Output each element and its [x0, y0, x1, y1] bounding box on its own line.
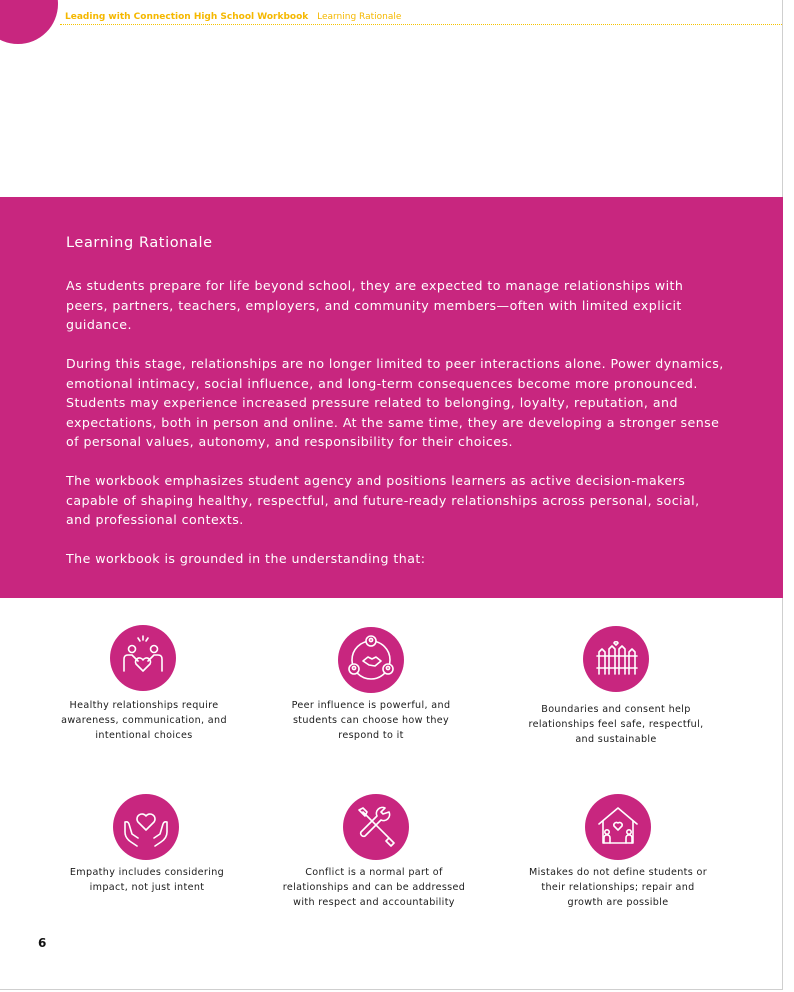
peer-network-handshake-icon	[338, 627, 404, 693]
wrench-screwdriver-icon	[343, 794, 409, 860]
section-name: Learning Rationale	[317, 12, 402, 22]
principle-caption: Empathy includes considering impact, not just intent	[69, 867, 225, 893]
rationale-body	[66, 276, 726, 588]
rationale-paragraph: The workbook is grounded in the understanding that:	[66, 551, 426, 566]
rationale-paragraph: During this stage, relationships are no longer limited to peer interactions alone. Power dynamics, emotional intimacy, social influence, and long-term consequences become more pronounced. Students may experience increased pressure related to belonging, loyalty, reputation, and expectations, both in person and online. At the same time, they are developing a stronger sense of personal values, autonomy, and responsibility for their choices.	[66, 356, 724, 449]
heart-hands-people-icon	[110, 625, 176, 691]
principle-caption: Peer influence is powerful, and students can choose how they respond to it	[291, 700, 451, 741]
rationale-paragraph: As students prepare for life beyond school, they are expected to manage relationships with peers, partners, teachers, employers, and community members—often with limited explicit guidance.	[66, 278, 684, 332]
header-divider	[60, 24, 782, 25]
rationale-title: Learning Rationale	[66, 235, 213, 251]
running-header	[65, 12, 401, 22]
rationale-paragraph: The workbook emphasizes student agency and positions learners as active decision-makers capable of shaping healthy, respectful, and future-ready relationships across personal, social, and professional contexts.	[66, 473, 700, 527]
principle-caption: Conflict is a normal part of relationships and can be addressed with respect and accountability	[282, 867, 466, 908]
page-number: 6	[38, 936, 47, 950]
hands-holding-heart-icon	[113, 794, 179, 860]
house-family-heart-icon	[585, 794, 651, 860]
principle-caption: Healthy relationships require awareness, communication, and intentional choices	[61, 700, 227, 741]
workbook-title: Leading with Connection High School Workbook	[65, 12, 309, 22]
rationale-banner	[0, 197, 783, 598]
principle-caption: Boundaries and consent help relationships feel safe, respectful, and sustainable	[528, 704, 704, 745]
fence-hearts-icon	[583, 626, 649, 692]
principle-caption: Mistakes do not define students or their relationships; repair and growth are possible	[528, 867, 708, 908]
